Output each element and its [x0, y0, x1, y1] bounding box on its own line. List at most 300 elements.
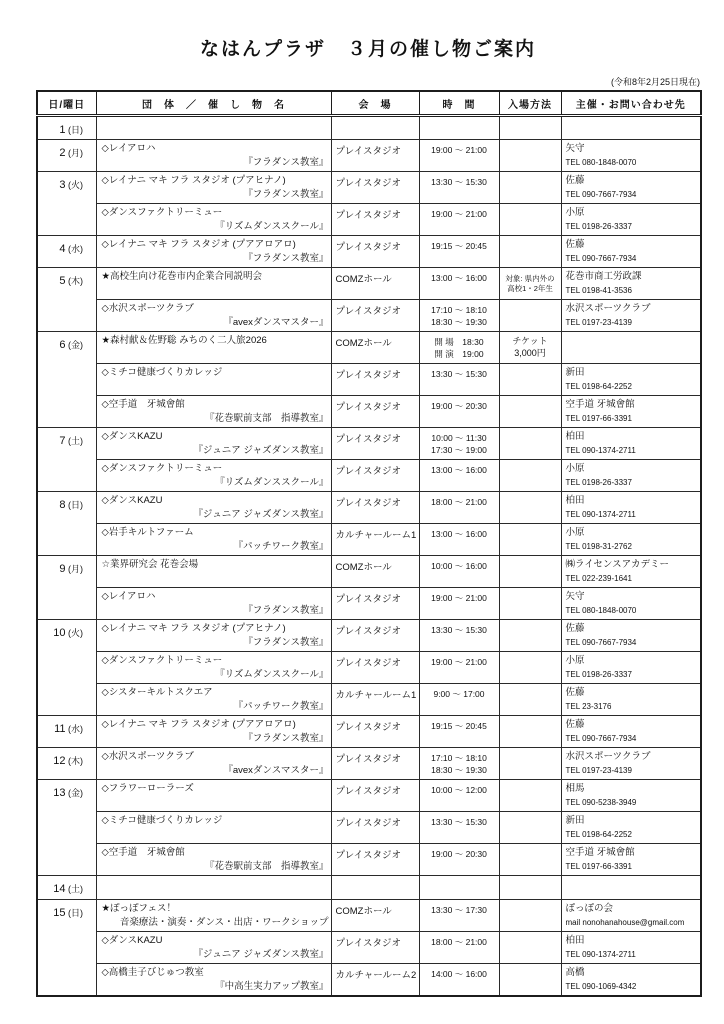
- event-subtitle: 『ジュニア ジャズダンス教室』: [193, 509, 329, 520]
- venue-cell: [331, 396, 419, 428]
- event-time: 17:10 ～ 18:10: [431, 753, 487, 763]
- time-cell: [419, 964, 499, 996]
- event-name-cell: [96, 524, 331, 556]
- event-subtitle: 『フラダンス教室』: [243, 733, 329, 744]
- contact-phone: TEL 090-7667-7934: [565, 190, 637, 199]
- table-row: [37, 932, 701, 964]
- table-row: [37, 300, 701, 332]
- admission-cell: [499, 140, 561, 172]
- page-title: なはんプラザ ３月の催し物ご案内: [199, 39, 536, 60]
- table-row: [37, 524, 701, 556]
- event-name-cell: [96, 876, 331, 900]
- admission-cell: [499, 900, 561, 932]
- admission-cell: [499, 556, 561, 588]
- event-organization: ◇空手道 牙城會館: [101, 399, 185, 410]
- event-name-cell: [96, 620, 331, 652]
- event-venue: プレイスタジオ: [335, 938, 402, 949]
- event-time: 17:30 ～ 19:00: [431, 445, 487, 455]
- day-cell: [37, 332, 96, 428]
- admission-cell: [499, 268, 561, 300]
- event-subtitle: 『フラダンス教室』: [243, 605, 329, 616]
- day-cell: [37, 428, 96, 492]
- event-subtitle: 『花巻駅前支部 指導教室』: [204, 413, 329, 424]
- event-time: 10:00 ～ 16:00: [431, 561, 487, 571]
- table-row: [37, 900, 701, 932]
- contact-name: 柏田: [565, 935, 585, 946]
- table-row: [37, 172, 701, 204]
- event-name-cell: [96, 588, 331, 620]
- day-number: 5: [59, 275, 66, 287]
- contact-phone: TEL 0197-66-3391: [565, 862, 632, 871]
- event-organization: ◇岩手キルトファーム: [101, 527, 194, 538]
- contact-name: 佐藤: [565, 623, 585, 634]
- time-cell: [419, 684, 499, 716]
- header-admission: 入場方法: [499, 91, 561, 116]
- event-time: 19:15 ～ 20:45: [431, 241, 487, 251]
- day-of-week: (火): [65, 180, 83, 190]
- contact-name: 花巻市商工労政課: [565, 271, 642, 282]
- event-name-cell: [96, 396, 331, 428]
- event-name-cell: [96, 556, 331, 588]
- day-number: 1: [59, 124, 66, 136]
- contact-cell: [561, 300, 701, 332]
- event-venue: プレイスタジオ: [335, 178, 402, 189]
- contact-phone: TEL 0198-26-3337: [565, 670, 632, 679]
- event-name-cell: [96, 844, 331, 876]
- event-organization: ◇レイアロハ: [101, 143, 156, 154]
- event-time: 13:30 ～ 15:30: [431, 625, 487, 635]
- event-organization: ◇ダンスKAZU: [101, 495, 163, 506]
- contact-cell: [561, 396, 701, 428]
- table-row: [37, 396, 701, 428]
- day-number: 8: [59, 499, 66, 511]
- header-venue: 会 場: [331, 91, 419, 116]
- contact-cell: [561, 588, 701, 620]
- venue-cell: [331, 428, 419, 460]
- time-cell: [419, 556, 499, 588]
- table-row: [37, 620, 701, 652]
- venue-cell: [331, 556, 419, 588]
- admission-cell: [499, 652, 561, 684]
- event-subtitle: 『avexダンスマスター』: [223, 765, 329, 776]
- admission-cell: [499, 716, 561, 748]
- event-name-cell: [96, 492, 331, 524]
- contact-name: 水沢スポーツクラブ: [565, 751, 651, 762]
- header-organization-event: 団 体 ／ 催 し 物 名: [96, 91, 331, 116]
- event-subtitle: 『フラダンス教室』: [243, 253, 329, 264]
- event-time: 10:00 ～ 12:00: [431, 785, 487, 795]
- event-organization: ◇ダンスKAZU: [101, 431, 163, 442]
- table-row: [37, 652, 701, 684]
- event-organization: ◇空手道 牙城會館: [101, 847, 185, 858]
- event-organization: ◇レイナニ マキ フラ スタジオ (プアアロアロ): [101, 239, 296, 250]
- contact-phone: TEL 090-7667-7934: [565, 734, 637, 743]
- event-name-cell: [96, 428, 331, 460]
- day-of-week: (水): [65, 244, 83, 254]
- contact-cell: [561, 116, 701, 140]
- time-cell: [419, 716, 499, 748]
- contact-cell: [561, 620, 701, 652]
- venue-cell: [331, 300, 419, 332]
- contact-cell: [561, 204, 701, 236]
- contact-phone: TEL 0198-31-2762: [565, 542, 632, 551]
- admission-note: チケット: [512, 336, 548, 346]
- day-number: 9: [59, 563, 66, 575]
- contact-phone: TEL 0197-23-4139: [565, 766, 632, 775]
- venue-cell: [331, 460, 419, 492]
- admission-cell: [499, 876, 561, 900]
- contact-name: 相馬: [565, 783, 585, 794]
- time-cell: [419, 932, 499, 964]
- day-number: 12: [53, 755, 66, 767]
- table-row: [37, 140, 701, 172]
- day-cell: [37, 876, 96, 900]
- event-venue: カルチャールーム1: [335, 530, 417, 541]
- event-venue: プレイスタジオ: [335, 242, 402, 253]
- contact-phone: TEL 0197-66-3391: [565, 414, 632, 423]
- day-number: 7: [59, 435, 66, 447]
- time-cell: [419, 492, 499, 524]
- contact-name: 佐藤: [565, 239, 585, 250]
- event-name-cell: [96, 900, 331, 932]
- table-row: [37, 812, 701, 844]
- day-cell: [37, 236, 96, 268]
- contact-name: 新田: [565, 367, 585, 378]
- time-cell: [419, 812, 499, 844]
- event-time: 開 演 19:00: [434, 349, 484, 359]
- admission-cell: [499, 428, 561, 460]
- day-cell: [37, 620, 96, 716]
- table-row: [37, 116, 701, 140]
- event-venue: プレイスタジオ: [335, 306, 402, 317]
- day-of-week: (金): [65, 788, 83, 798]
- contact-phone: TEL 080-1848-0070: [565, 158, 637, 167]
- contact-phone: TEL 090-1069-4342: [565, 982, 637, 991]
- table-row: [37, 748, 701, 780]
- venue-cell: [331, 236, 419, 268]
- time-cell: [419, 204, 499, 236]
- event-organization: ◇高橋圭子びじゅつ教室: [101, 967, 204, 978]
- event-time: 19:00 ～ 21:00: [431, 657, 487, 667]
- day-cell: [37, 492, 96, 556]
- admission-cell: [499, 964, 561, 996]
- event-time: 19:00 ～ 21:00: [431, 145, 487, 155]
- event-time: 14:00 ～ 16:00: [431, 969, 487, 979]
- event-subtitle: 『ジュニア ジャズダンス教室』: [193, 445, 329, 456]
- admission-cell: [499, 812, 561, 844]
- contact-name: 小原: [565, 655, 585, 666]
- table-row: [37, 556, 701, 588]
- time-cell: [419, 116, 499, 140]
- event-organization: ★高校生向け花巻市内企業合同説明会: [101, 271, 263, 282]
- contact-cell: [561, 524, 701, 556]
- event-name-cell: [96, 780, 331, 812]
- event-venue: プレイスタジオ: [335, 594, 402, 605]
- event-name-cell: [96, 812, 331, 844]
- time-cell: [419, 652, 499, 684]
- event-venue: プレイスタジオ: [335, 754, 402, 765]
- event-organization: ◇レイナニ マキ フラ スタジオ (プアヒナノ): [101, 175, 286, 186]
- admission-cell: [499, 204, 561, 236]
- contact-phone: TEL 090-1374-2711: [565, 950, 636, 959]
- day-number: 3: [59, 179, 66, 191]
- contact-cell: [561, 236, 701, 268]
- event-venue: プレイスタジオ: [335, 402, 402, 413]
- event-venue: プレイスタジオ: [335, 658, 402, 669]
- event-name-cell: [96, 716, 331, 748]
- venue-cell: [331, 524, 419, 556]
- contact-phone: TEL 022-239-1641: [565, 574, 632, 583]
- venue-cell: [331, 620, 419, 652]
- event-name-cell: [96, 684, 331, 716]
- event-organization: ★森村献＆佐野聡 みちのく二人旅2026: [101, 335, 267, 346]
- event-venue: プレイスタジオ: [335, 626, 402, 637]
- admission-cell: [499, 460, 561, 492]
- venue-cell: [331, 204, 419, 236]
- time-cell: [419, 588, 499, 620]
- contact-phone: TEL 0198-64-2252: [565, 830, 632, 839]
- time-cell: [419, 876, 499, 900]
- contact-phone: TEL 0198-41-3536: [565, 286, 632, 295]
- time-cell: [419, 268, 499, 300]
- contact-cell: [561, 844, 701, 876]
- day-number: 11: [54, 723, 66, 735]
- day-cell: [37, 116, 96, 140]
- table-row: [37, 236, 701, 268]
- date-note: (令和8年2月25日現在): [610, 77, 700, 87]
- day-number: 13: [53, 787, 66, 799]
- event-organization: ◇レイナニ マキ フラ スタジオ (プアアロアロ): [101, 719, 296, 730]
- day-cell: [37, 748, 96, 780]
- event-organization: ◇水沢スポーツクラブ: [101, 751, 194, 762]
- contact-cell: [561, 964, 701, 996]
- time-cell: [419, 900, 499, 932]
- time-cell: [419, 364, 499, 396]
- contact-name: 佐藤: [565, 687, 585, 698]
- table-row: [37, 460, 701, 492]
- event-venue: COMZホール: [335, 562, 392, 573]
- event-organization: ◇フラワーローラーズ: [101, 783, 194, 794]
- event-name-cell: [96, 364, 331, 396]
- event-name-cell: [96, 652, 331, 684]
- events-table-body: [37, 116, 701, 996]
- venue-cell: [331, 748, 419, 780]
- contact-cell: [561, 268, 701, 300]
- event-subtitle: 『リズムダンススクール』: [215, 477, 329, 488]
- event-time: 17:10 ～ 18:10: [431, 305, 487, 315]
- day-cell: [37, 556, 96, 620]
- header-day: 日/曜日: [37, 91, 96, 116]
- event-venue: カルチャールーム2: [335, 970, 417, 981]
- day-of-week: (水): [65, 724, 83, 734]
- contact-phone: TEL 0198-64-2252: [565, 382, 632, 391]
- day-of-week: (木): [65, 276, 83, 286]
- event-organization: ◇ダンスKAZU: [101, 935, 163, 946]
- event-time: 19:00 ～ 20:30: [431, 401, 487, 411]
- table-row: [37, 204, 701, 236]
- event-venue: プレイスタジオ: [335, 786, 402, 797]
- event-time: 13:00 ～ 16:00: [431, 273, 487, 283]
- event-subtitle: 『ジュニア ジャズダンス教室』: [193, 949, 329, 960]
- event-name-cell: [96, 332, 331, 364]
- day-of-week: (日): [65, 908, 83, 918]
- contact-phone: TEL 0197-23-4139: [565, 318, 632, 327]
- event-time: 13:30 ～ 17:30: [431, 905, 487, 915]
- table-row: [37, 876, 701, 900]
- event-organization: ◇レイナニ マキ フラ スタジオ (プアヒナノ): [101, 623, 286, 634]
- contact-cell: [561, 460, 701, 492]
- event-subtitle: 『花巻駅前支部 指導教室』: [204, 861, 329, 872]
- venue-cell: [331, 140, 419, 172]
- day-cell: [37, 900, 96, 996]
- day-cell: [37, 716, 96, 748]
- contact-cell: [561, 812, 701, 844]
- event-organization: ★ぽっぽフェス！: [101, 903, 177, 914]
- venue-cell: [331, 812, 419, 844]
- venue-cell: [331, 364, 419, 396]
- contact-cell: [561, 652, 701, 684]
- admission-cell: [499, 780, 561, 812]
- contact-phone: mail nonohanahouse@gmail.com: [565, 918, 685, 927]
- contact-cell: [561, 140, 701, 172]
- event-venue: プレイスタジオ: [335, 818, 402, 829]
- time-cell: [419, 844, 499, 876]
- day-of-week: (火): [65, 628, 83, 638]
- time-cell: [419, 460, 499, 492]
- admission-note: 高校1・2年生: [507, 284, 553, 293]
- time-cell: [419, 780, 499, 812]
- contact-phone: TEL 0198-26-3337: [565, 478, 632, 487]
- event-venue: プレイスタジオ: [335, 146, 402, 157]
- event-name-cell: [96, 964, 331, 996]
- venue-cell: [331, 964, 419, 996]
- venue-cell: [331, 876, 419, 900]
- event-time: 9:00 ～ 17:00: [433, 689, 485, 699]
- day-number: 2: [59, 147, 66, 159]
- contact-name: 柏田: [565, 495, 585, 506]
- admission-cell: [499, 524, 561, 556]
- event-time: 18:30 ～ 19:30: [431, 765, 487, 775]
- event-time: 10:00 ～ 11:30: [431, 433, 487, 443]
- contact-cell: [561, 492, 701, 524]
- event-venue: COMZホール: [335, 274, 392, 285]
- event-subtitle: 『リズムダンススクール』: [215, 221, 329, 232]
- venue-cell: [331, 172, 419, 204]
- venue-cell: [331, 588, 419, 620]
- day-number: 6: [59, 339, 66, 351]
- event-name-cell: [96, 116, 331, 140]
- day-cell: [37, 172, 96, 236]
- admission-cell: [499, 332, 561, 364]
- admission-cell: [499, 492, 561, 524]
- time-cell: [419, 396, 499, 428]
- day-number: 14: [53, 883, 66, 895]
- event-venue: カルチャールーム1: [335, 690, 417, 701]
- day-cell: [37, 268, 96, 332]
- day-number: 15: [53, 907, 66, 919]
- day-cell: [37, 140, 96, 172]
- event-subtitle: 音楽療法・演奏・ダンス・出店・ワークショップ: [119, 917, 329, 928]
- header-contact: 主催・お問い合わせ先: [561, 91, 701, 116]
- table-row: [37, 268, 701, 300]
- contact-name: 高橋: [565, 967, 585, 978]
- contact-name: 佐藤: [565, 175, 585, 186]
- event-organization: ◇シスターキルトスクエア: [101, 687, 213, 698]
- event-venue: プレイスタジオ: [335, 370, 402, 381]
- admission-cell: [499, 844, 561, 876]
- event-name-cell: [96, 932, 331, 964]
- table-row: [37, 588, 701, 620]
- event-organization: ◇ミチコ健康づくりカレッジ: [101, 815, 223, 826]
- admission-cell: [499, 588, 561, 620]
- venue-cell: [331, 716, 419, 748]
- admission-cell: [499, 300, 561, 332]
- contact-name: 矢守: [565, 591, 585, 602]
- contact-name: 矢守: [565, 143, 585, 154]
- event-venue: プレイスタジオ: [335, 466, 402, 477]
- day-number: 4: [59, 243, 66, 255]
- event-name-cell: [96, 268, 331, 300]
- day-of-week: (月): [65, 564, 83, 574]
- contact-cell: [561, 332, 701, 364]
- admission-cell: [499, 620, 561, 652]
- contact-cell: [561, 684, 701, 716]
- table-row: [37, 332, 701, 364]
- event-name-cell: [96, 204, 331, 236]
- table-row: [37, 964, 701, 996]
- time-cell: [419, 524, 499, 556]
- contact-phone: TEL 090-7667-7934: [565, 638, 637, 647]
- event-name-cell: [96, 748, 331, 780]
- event-organization: ◇レイアロハ: [101, 591, 156, 602]
- event-subtitle: 『フラダンス教室』: [243, 637, 329, 648]
- venue-cell: [331, 844, 419, 876]
- event-subtitle: 『パッチワーク教室』: [233, 541, 329, 552]
- event-organization: ◇ダンスファクトリーミュー: [101, 463, 223, 474]
- event-time: 18:30 ～ 19:30: [431, 317, 487, 327]
- contact-cell: [561, 716, 701, 748]
- event-time: 19:00 ～ 21:00: [431, 209, 487, 219]
- contact-cell: [561, 780, 701, 812]
- contact-phone: TEL 090-1374-2711: [565, 446, 636, 455]
- contact-phone: TEL 090-1374-2711: [565, 510, 636, 519]
- contact-name: 柏田: [565, 431, 585, 442]
- venue-cell: [331, 932, 419, 964]
- venue-cell: [331, 652, 419, 684]
- table-row: [37, 492, 701, 524]
- event-subtitle: 『フラダンス教室』: [243, 157, 329, 168]
- event-time: 18:00 ～ 21:00: [431, 937, 487, 947]
- time-cell: [419, 140, 499, 172]
- admission-cell: [499, 748, 561, 780]
- contact-name: 小原: [565, 463, 585, 474]
- event-organization: ◇ミチコ健康づくりカレッジ: [101, 367, 223, 378]
- event-name-cell: [96, 172, 331, 204]
- event-subtitle: 『リズムダンススクール』: [215, 669, 329, 680]
- contact-cell: [561, 900, 701, 932]
- contact-phone: TEL 080-1848-0070: [565, 606, 637, 615]
- contact-phone: TEL 0198-26-3337: [565, 222, 632, 231]
- day-cell: [37, 780, 96, 876]
- contact-cell: [561, 172, 701, 204]
- contact-cell: [561, 428, 701, 460]
- contact-name: 新田: [565, 815, 585, 826]
- time-cell: [419, 300, 499, 332]
- event-time: 13:30 ～ 15:30: [431, 177, 487, 187]
- table-row: [37, 780, 701, 812]
- time-cell: [419, 748, 499, 780]
- table-row: [37, 428, 701, 460]
